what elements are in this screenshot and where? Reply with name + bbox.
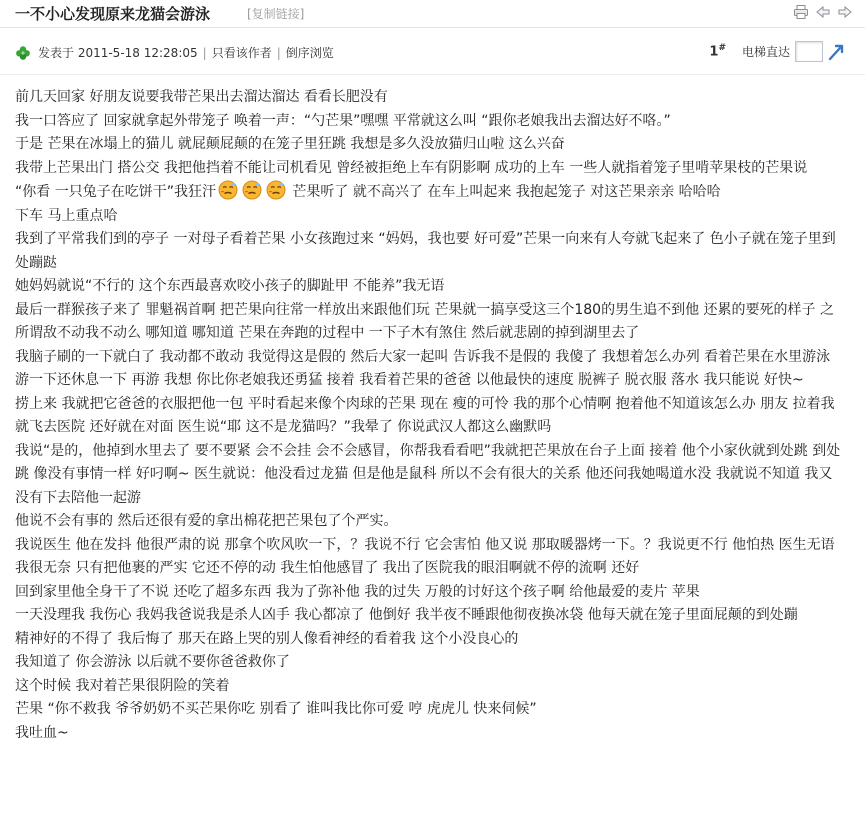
post-line: 我带上芒果出门 搭公交 我把他挡着不能让司机看见 曾经被拒绝上车有阴影啊 成功的上车 一些人就指着笼子里啃苹果枝的芒果说 — [15, 159, 808, 176]
prev-thread-icon[interactable] — [815, 4, 831, 20]
post-line: 她妈妈就说“不行的 这个东西最喜欢咬小孩子的脚趾甲 不能养”我无语 — [15, 278, 445, 294]
post-line: 我吐血~ — [15, 724, 69, 741]
post-line-text: “你看 一只兔子在吃饼干”我狂汗 — [15, 184, 216, 200]
post-line: 我说医生 他在发抖 他很严肃的说 那拿个吹风吹一下，？我说不行 它会害怕 他又说 那取暖器烤一下。？我说更不行 他怕热 医生无语 — [15, 536, 835, 553]
post-meta-row — [0, 40, 865, 66]
reverse-order-link[interactable]: 倒序浏览 — [285, 46, 334, 60]
post-line — [15, 180, 845, 205]
only-author-link[interactable]: 只看该作者 — [211, 46, 272, 60]
floor-jump-label: 电梯直达 — [741, 45, 790, 59]
jump-go-icon[interactable] — [827, 43, 845, 61]
post-line: 这个时候 我对着芒果很阴险的笑着 — [15, 677, 230, 694]
online-status-clover-icon — [15, 45, 31, 61]
post-line: 我到了平常我们到的亭子 一对母子看着芒果 小女孩跑过来 “妈妈，我也要 好可爱”芒果一向来有人夸就飞起来了 色小子就在笼子里到处蹦跶 — [15, 231, 836, 271]
print-icon[interactable] — [793, 4, 809, 20]
post-line: 我一口答应了 回家就拿起外带笼子 唤着一声：“勺芒果”嘿嘿 平常就这么叫 “跟你老娘我出去溜达好不咯。” — [15, 112, 671, 129]
meta-divider-line — [0, 74, 865, 75]
title-tools — [793, 4, 853, 20]
meta-divider: | — [202, 45, 207, 60]
thread-title-bar — [0, 0, 865, 28]
post-line-text: 芒果听了 就不高兴了 在车上叫起来 我抱起笼子 对这芒果亲亲 哈哈哈 — [287, 184, 721, 200]
post-line: 我知道了 你会游泳 以后就不要你爸爸救你了 — [15, 654, 290, 670]
copy-link-button[interactable]: [复制链接] — [247, 7, 305, 21]
post-line: 精神好的不得了 我后悔了 那天在路上哭的别人像看神经的看着我 这个小没良心的 — [15, 630, 519, 647]
sweat-face-icon — [266, 180, 286, 200]
thread-title: 一不小心发现原来龙猫会游泳 — [15, 5, 211, 23]
meta-divider: | — [276, 45, 281, 60]
floor-number-value: 1 — [709, 44, 719, 60]
post-line: 下车 马上重点哈 — [15, 207, 118, 224]
post-line: 我脑子刷的一下就白了 我动都不敢动 我觉得这是假的 然后大家一起叫 告诉我不是假的 我傻了 我想着怎么办列 看着芒果在水里游泳 游一下还休息一下 再游 我想 你比你老娘我还勇猛 接着 我看着芒果的爸爸 以他最快的速度 脱裤子 脱衣服 落水 我只能说 好快~ — [15, 348, 831, 388]
post-line: 回到家里他全身干了不说 还吃了超多东西 我为了弥补他 我的过失 万般的讨好这个孩子啊 给他最爱的麦片 苹果 — [15, 583, 700, 600]
floor-number-suffix: # — [718, 43, 726, 54]
post-line: 前几天回家 好朋友说要我带芒果出去溜达溜达 看看长肥没有 — [15, 89, 388, 105]
post-meta-left — [15, 44, 334, 61]
post-body — [15, 86, 845, 745]
post-line: 我说“是的，他掉到水里去了 要不要紧 会不会挂 会不会感冒，你帮我看看吧”我就把芒果放在台子上面 接着 他个小家伙就到处跳 到处跳 像没有事情一样 好叼啊~ 医生就说：他没看过龙猫 但是他是鼠科 所以不会有很大的关系 他还问我她喝道水没 我就说不知道 我又没有下去陪他一起游 — [15, 442, 841, 506]
post-line: 我很无奈 只有把他裹的严实 它还不停的动 我生怕他感冒了 我出了医院我的眼泪啊就不停的流啊 还好 — [15, 560, 640, 576]
post-line: 最后一群猴孩子来了 罪魁祸首啊 把芒果向往常一样放出来跟他们玩 芒果就一搞享受这三个180的男生追不到他 还累的要死的样子 之所谓敌不动我不动么 哪知道 哪知道 芒果在奔跑的过程中 一下子木有煞住 然后就悲剧的掉到湖里去了 — [15, 301, 834, 341]
floor-jump-input[interactable] — [795, 41, 823, 62]
post-line: 于是 芒果在冰塌上的猫儿 就屁颠屁颠的在笼子里狂跳 我想是多久没放猫归山啦 这么兴奋 — [15, 136, 565, 152]
next-thread-icon[interactable] — [837, 4, 853, 20]
post-date: 发表于 2011-5-18 12:28:05 — [38, 46, 198, 60]
post-line: 一天没理我 我伤心 我妈我爸说我是杀人凶手 我心都凉了 他倒好 我半夜不睡跟他彻夜换冰袋 他每天就在笼子里面屁颠的到处蹦 — [15, 607, 798, 623]
post-line: 捞上来 我就把它爸爸的衣服把他一包 平时看起来像个肉球的芒果 现在 瘦的可怜 我的那个心情啊 抱着他不知道该怎么办 朋友 拉着我就飞去医院 还好就在对面 医生说“耶 这不是龙猫吗？”我晕了 你说武汉人都这么幽默吗 — [15, 395, 835, 435]
post-line: 芒果 “你不救我 爷爷奶奶不买芒果你吃 别看了 谁叫我比你可爱 哼 虎虎儿 快来伺候” — [15, 701, 537, 717]
sweat-face-icon — [218, 180, 238, 200]
sweat-face-icon — [242, 180, 262, 200]
post-line: 他说不会有事的 然后还很有爱的拿出棉花把芒果包了个严实。 — [15, 513, 398, 529]
post-meta-right — [709, 41, 845, 62]
floor-number — [709, 43, 726, 59]
